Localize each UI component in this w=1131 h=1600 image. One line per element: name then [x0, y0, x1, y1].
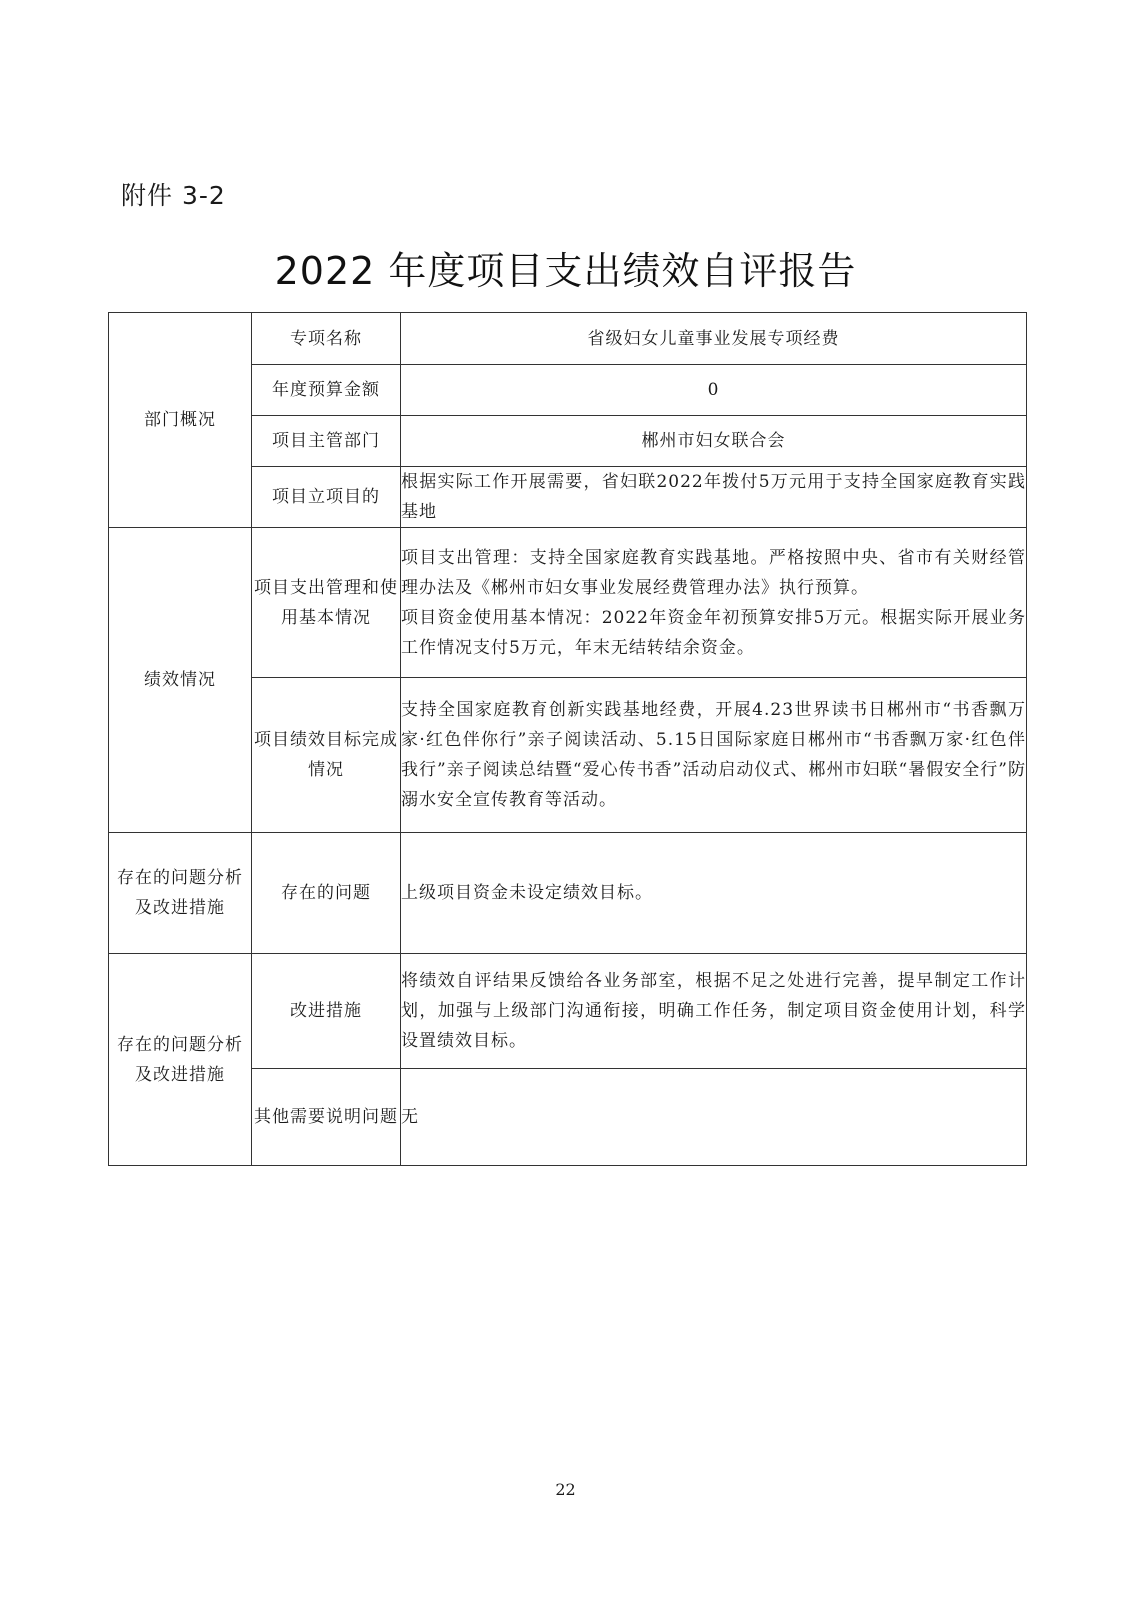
page-number: 22: [555, 1480, 576, 1499]
paragraph: 项目资金使用基本情况：2022年资金年初预算安排5万元。根据实际开展业务工作情况支付5万元，年末无结转结余资金。: [401, 607, 1026, 658]
row-value: 省级妇女儿童事业发展专项经费: [401, 313, 1027, 365]
row-label: 项目立项目的: [252, 467, 401, 528]
report-table: [108, 312, 1027, 1166]
row-label: 年度预算金额: [252, 365, 401, 416]
row-value: 郴州市妇女联合会: [401, 416, 1027, 467]
category-cell-dept: 部门概况: [109, 313, 252, 528]
row-value: 0: [401, 365, 1027, 416]
row-label: 改进措施: [252, 954, 401, 1069]
row-value: 上级项目资金未设定绩效目标。: [401, 833, 1027, 954]
row-value: 将绩效自评结果反馈给各业务部室，根据不足之处进行完善，提早制定工作计划，加强与上级部门沟通衔接，明确工作任务，制定项目资金使用计划，科学设置绩效目标。: [401, 954, 1027, 1069]
row-value: 根据实际工作开展需要，省妇联2022年拨付5万元用于支持全国家庭教育实践基地: [401, 467, 1027, 528]
table-row: [109, 528, 1027, 678]
page-title: 2022 年度项目支出绩效自评报告: [274, 249, 857, 293]
row-label: 项目绩效目标完成情况: [252, 678, 401, 833]
table-row: [109, 833, 1027, 954]
row-label: 项目主管部门: [252, 416, 401, 467]
attachment-label: 附件 3-2: [121, 181, 226, 210]
table-row: [109, 313, 1027, 365]
row-label: 其他需要说明问题: [252, 1069, 401, 1166]
category-cell-performance: 绩效情况: [109, 528, 252, 833]
row-label: 存在的问题: [252, 833, 401, 954]
row-value: [401, 528, 1027, 678]
row-value: 无: [401, 1069, 1027, 1166]
row-label: 项目支出管理和使用基本情况: [252, 528, 401, 678]
paragraph: 项目支出管理：支持全国家庭教育实践基地。严格按照中央、省市有关财经管理办法及《郴州市妇女事业发展经费管理办法》执行预算。: [401, 547, 1026, 598]
table-row: [109, 954, 1027, 1069]
row-value: 支持全国家庭教育创新实践基地经费，开展4.23世界读书日郴州市“书香飘万家·红色伴你行”亲子阅读活动、5.15日国际家庭日郴州市“书香飘万家·红色伴我行”亲子阅读总结暨“爱心传书香”活动启动仪式、郴州市妇联“暑假安全行”防溺水安全宣传教育等活动。: [401, 678, 1027, 833]
category-cell-improvement: 存在的问题分析及改进措施: [109, 954, 252, 1166]
row-label: 专项名称: [252, 313, 401, 365]
category-cell-problems: 存在的问题分析及改进措施: [109, 833, 252, 954]
